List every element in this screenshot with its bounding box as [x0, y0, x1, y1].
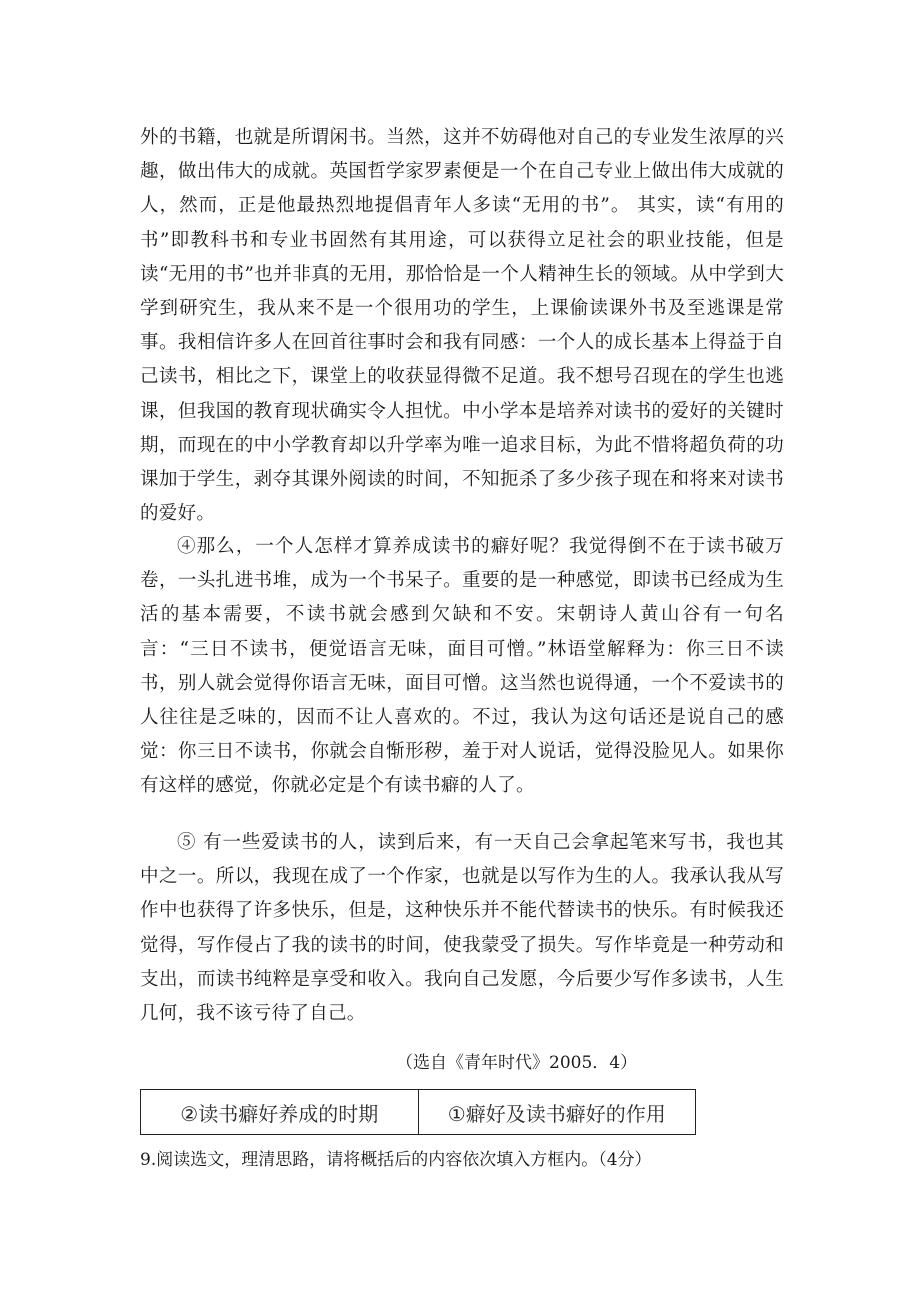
- answer-box-table: [140, 1089, 696, 1135]
- paragraph-4: ④那么，一个人怎样才算养成读书的癖好呢？我觉得倒不在于读书破万卷，一头扎进书堆，成为一个书呆子。重要的是一种感觉，即读书已经成为生活的基本需要，不读书就会感到欠缺和不安。宋朝诗人黄山谷有一句名言：“三日不读书，便觉语言无味，面目可憎。”林语堂解释为：你三日不读书，别人就会觉得你语言无味，面目可憎。这当然也说得通，一个不爱读书的人往往是乏味的，因而不让人喜欢的。不过，我认为这句话还是说自己的感觉：你三日不读书，你就会自惭形秽，羞于对人说话，觉得没脸见人。如果你有这样的感觉，你就必定是个有读书癖的人了。: [140, 536, 784, 797]
- answer-box-cell[interactable]: ①癖好及读书癖好的作用: [418, 1090, 696, 1134]
- essay-continuation: [140, 121, 784, 531]
- paragraph-5: ⑤ 有一些爱读书的人，读到后来，有一天自己会拿起笔来写书，我也其中之一。所以，我现在成了一个作家，也就是以写作为生的人。我承认我从写作中也获得了许多快乐，但是，这种快乐并不能代替读书的快乐。有时候我还觉得，写作侵占了我的读书的时间，使我蒙受了损失。写作毕竟是一种劳动和支出，而读书纯粹是享受和收入。我向自己发愿，今后要少写作多读书，人生几何，我不该亏待了自己。: [140, 832, 784, 1025]
- essay-paragraph-5: [140, 826, 784, 1031]
- question-9: 9.阅读选文，理清思路，请将概括后的内容依次填入方框内。（4分）: [140, 1150, 652, 1170]
- source-citation: （选自《青年时代》2005．4）: [396, 1053, 638, 1073]
- paragraph-continuation: 外的书籍，也就是所谓闲书。当然，这并不妨碍他对自己的专业发生浓厚的兴趣，做出伟大的成就。英国哲学家罗素便是一个在自己专业上做出伟大成就的人，然而，正是他最热烈地提倡青年人多读“无用的书”。 其实，读“有用的书”即教科书和专业书固然有其用途，可以获得立足社会的职业技能，但是读“无用的书”也并非真的无用，那恰恰是一个人精神生长的领域。从中学到大学到研究生，我从来不是一个很用功的学生，上课偷读课外书及至逃课是常事。我相信许多人在回首往事时会和我有同感：一个人的成长基本上得益于自己读书，相比之下，课堂上的收获显得微不足道。我不想号召现在的学生也逃课，但我国的教育现状确实令人担忧。中小学本是培养对读书的爱好的关键时期，而现在的中小学教育却以升学率为唯一追求目标，为此不惜将超负荷的功课加于学生，剥夺其课外阅读的时间，不知扼杀了多少孩子现在和将来对读书的爱好。: [140, 127, 784, 525]
- essay-paragraph-4: [140, 530, 784, 804]
- answer-box-cell[interactable]: ②读书癖好养成的时期: [180, 1101, 379, 1126]
